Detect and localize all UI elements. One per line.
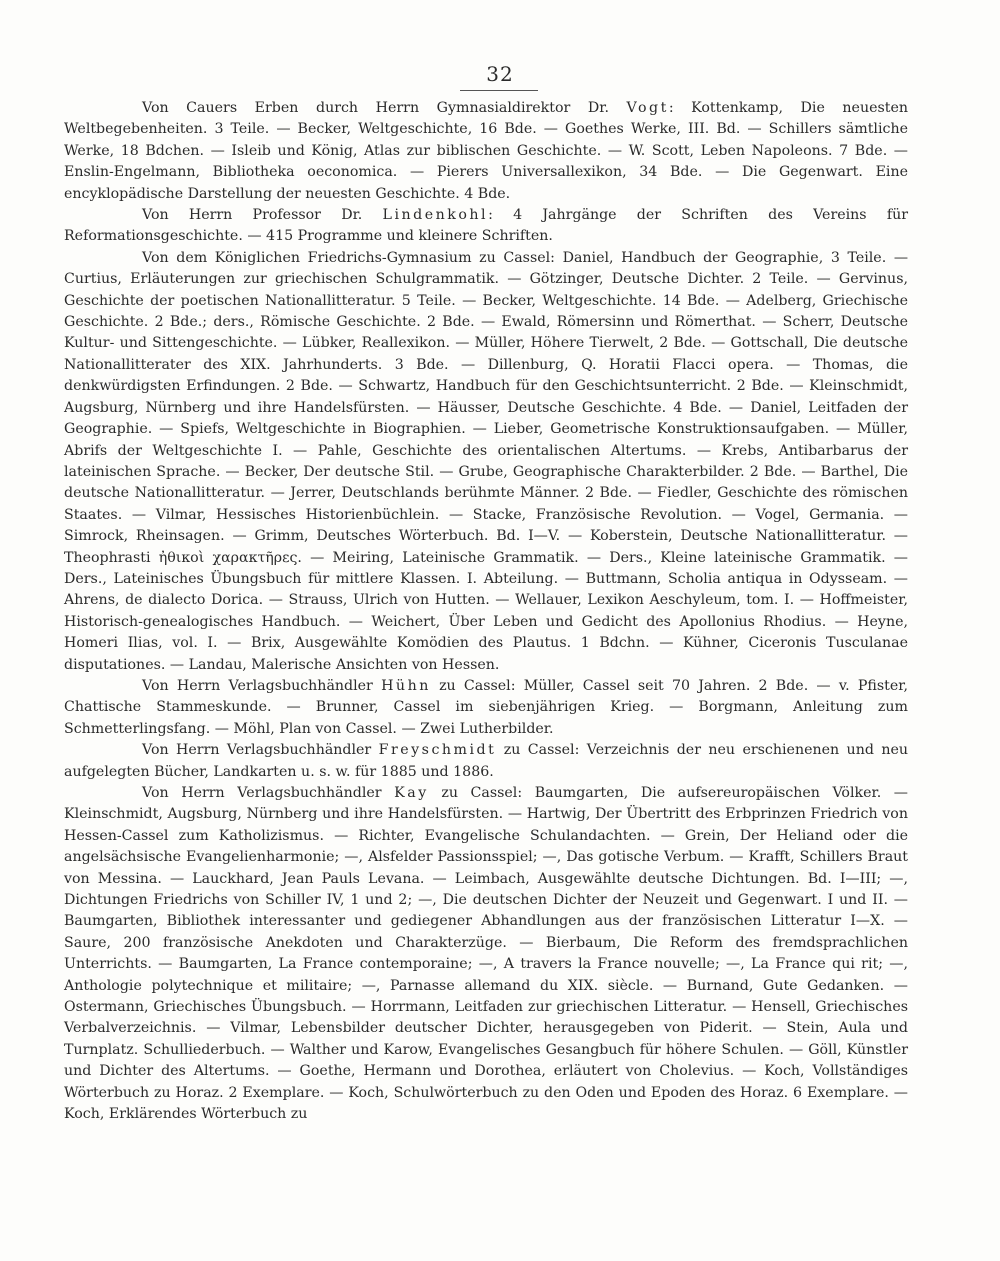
donor-name: Vogt bbox=[626, 100, 669, 116]
paragraph-body: zu Cassel: Müller, Cassel seit 70 Jahren. 2 Bde. — v. Pfister, Chattische Stammeskunde. — Brunner, Cassel im siebenjährigen Krieg. — Borgmann, Anleitung zum Schmetterlingsfang. — Möhl, Plan von Cassel. — Zwei Lutherbilder. bbox=[64, 677, 908, 737]
paragraph-intro: Von Herrn Verlagsbuchhändler bbox=[142, 677, 382, 694]
paragraph-intro: Von Herrn Verlagsbuchhändler bbox=[142, 785, 395, 801]
paragraph-friedrichs-gymnasium bbox=[64, 248, 908, 676]
donation-list bbox=[64, 98, 908, 1126]
page-number-rule bbox=[460, 90, 538, 91]
donor-name: Lindenkohl bbox=[382, 207, 489, 224]
paragraph-body: : 4 Jahrgänge der Schriften des Vereins für Reformationsgeschichte. — 415 Programme und kleinere Schriften. bbox=[64, 207, 908, 245]
paragraph-cauers-erben bbox=[64, 98, 908, 205]
paragraph-body: : Kottenkamp, Die neuesten Weltbegebenheiten. 3 Teile. — Becker, Weltgeschichte, 16 Bde. — Goethes Werke, III. Bd. — Schillers sämtliche Werke, 18 Bdchen. — Isleib und König, Atlas zur biblischen Geschichte. — W. Scott, Leben Napoleons. 7 Bde. — Enslin-Engelmann, Bibliotheka oeconomica. — Pierers Universallexikon, 34 Bde. — Die Gegenwart. Eine encyklopädische Darstellung der neuesten Geschichte. 4 Bde. bbox=[64, 100, 908, 202]
donor-name: Freyschmidt bbox=[378, 742, 497, 759]
paragraph-intro: Von Herrn Verlagsbuchhändler bbox=[142, 742, 379, 759]
page-number: 32 bbox=[486, 62, 514, 86]
paragraph-freyschmidt bbox=[64, 740, 908, 783]
paragraph-kay bbox=[64, 783, 908, 1126]
paragraph-intro: Von dem Königlichen Friedrichs-Gymnasium zu Cassel bbox=[142, 249, 551, 266]
paragraph-body: : Daniel, Handbuch der Geographie, 3 Teile. — Curtius, Erläuterungen zur griechischen Schulgrammatik. — Götzinger, Deutsche Dichter. 2 Teile. — Gervinus, Geschichte der poetischen Nationallitteratur. 5 Teile. — Becker, Weltgeschichte. 14 Bde. — Adelberg, Griechische Geschichte. 2 Bde.; ders., Römische Geschichte. 2 Bde. — Ewald, Römersinn und Römerthat. — Scherr, Deutsche Kultur- und Sittengeschichte. — Lübker, Reallexikon. — Müller, Höhere Tierwelt, 2 Bde. — Gottschall, Die deutsche Nationallitterater des XIX. Jahrhunderts. 3 Bde. — Dillenburg, Q. Horatii Flacci opera. — Thomas, die denkwürdigsten Erfindungen. 2 Bde. — Schwartz, Handbuch für den Geschichtsunterricht. 2 Bde. — Kleinschmidt, Augsburg, Nürnberg und ihre Handelsfürsten. — Häusser, Deutsche Geschichte. 4 Bde. — Daniel, Leitfaden der Geographie. — Spiefs, Weltgeschichte in Biographien. — Lieber, Geometrische Konstruktionsaufgaben. — Müller, Abrifs der Weltgeschichte I. — Pahle, Geschichte des orientalischen Altertums. — Krebs, Antibarbarus der lateinischen Sprache. — Becker, Der deutsche Stil. — Grube, Geographische Charakterbilder. 2 Bde. — Barthel, Die deutsche Nationallitteratur. — Jerrer, Deutschlands berühmte Männer. 2 Bde. — Fiedler, Geschichte des römischen Staates. — Vilmar, Hessisches Historienbüchlein. — Stacke, Französische Revolution. — Vogel, Germania. — Simrock, Rheinsagen. — Grimm, Deutsches Wörterbuch. Bd. I—V. — Koberstein, Deutsche Nationallitteratur. — Theophrasti ἠθικοὶ χαρακτῆρες. — Meiring, Lateinische Grammatik. — Ders., Kleine lateinische Grammatik. — Ders., Lateinisches Übungsbuch für mittlere Klassen. I. Abteilung. — Buttmann, Scholia antiqua in Odysseam. — Ahrens, de dialecto Dorica. — Strauss, Ulrich von Hutten. — Wellauer, Lexikon Aeschyleum, tom. I. — Hoffmeister, Historisch-genealogisches Handbuch. — Weichert, Über Leben und Gedicht des Apollonius Rhodius. — Heyne, Homeri Ilias, vol. I. — Brix, Ausgewählte Komödien des Plautus. 1 Bdchn. — Kühner, Ciceronis Tusculanae disputationes. — Landau, Malerische Ansichten von Hessen. bbox=[64, 249, 909, 673]
paragraph-intro: Von Cauers Erben durch Herrn Gymnasialdirektor Dr. bbox=[142, 100, 627, 116]
paragraph-lindenkohl bbox=[64, 205, 908, 248]
donor-name: Kay bbox=[394, 785, 429, 801]
paragraph-body: zu Cassel: Verzeichnis der neu erschienenen und neu aufgelegten Bücher, Landkarten u. s. w. für 1885 und 1886. bbox=[64, 742, 908, 780]
paragraph-body: zu Cassel: Baumgarten, Die aufsereuropäischen Völker. — Kleinschmidt, Augsburg, Nürnberg und ihre Handelsfürsten. — Hartwig, Der Übertritt des Erbprinzen Friedrich von Hessen-Cassel zum Katholizismus. — Richter, Evangelische Schulandachten. — Grein, Der Heliand oder die angelsächsische Evangelienharmonie; —, Alsfelder Passionsspiel; —, Das gotische Verbum. — Krafft, Schillers Braut von Messina. — Lauckhard, Jean Pauls Levana. — Leimbach, Ausgewählte deutsche Dichtungen. Bd. I—III; —, Dichtungen Friedrichs von Schiller IV, 1 und 2; —, Die deutschen Dichter der Neuzeit und Gegenwart. I und II. — Baumgarten, Bibliothek interessanter und gediegener Abhandlungen aus der französischen Litteratur I—X. — Saure, 200 französische Anekdoten und Charakterzüge. — Bierbaum, Die Reform des fremdsprachlichen Unterrichts. — Baumgarten, La France contemporaine; —, A travers la France nouvelle; —, La France qui rit; —, Anthologie polytechnique et militaire; —, Parnasse allemand du XIX. siècle. — Burnand, Gute Gedanken. — Ostermann, Griechisches Übungsbuch. — Horrmann, Leitfaden zur griechischen Litteratur. — Hensell, Griechisches Verbalverzeichnis. — Vilmar, Lebensbilder deutscher Dichter, herausgegeben von Piderit. — Stein, Aula und Turnplatz. Schulliederbuch. — Walther und Karow, Evangelisches Gesangbuch für höhere Schulen. — Göll, Künstler und Dichter des Altertums. — Goethe, Hermann und Dorothea, erläutert von Cholevius. — Koch, Vollständiges Wörterbuch zu Horaz. 2 Exemplare. — Koch, Schulwörterbuch zu den Oden und Epoden des Horaz. 6 Exemplare. — Koch, Erklärendes Wörterbuch zu bbox=[64, 785, 908, 1123]
paragraph-huehn bbox=[64, 676, 908, 740]
paragraph-intro: Von Herrn Professor Dr. bbox=[142, 207, 383, 224]
donor-name: Hühn bbox=[381, 677, 431, 694]
